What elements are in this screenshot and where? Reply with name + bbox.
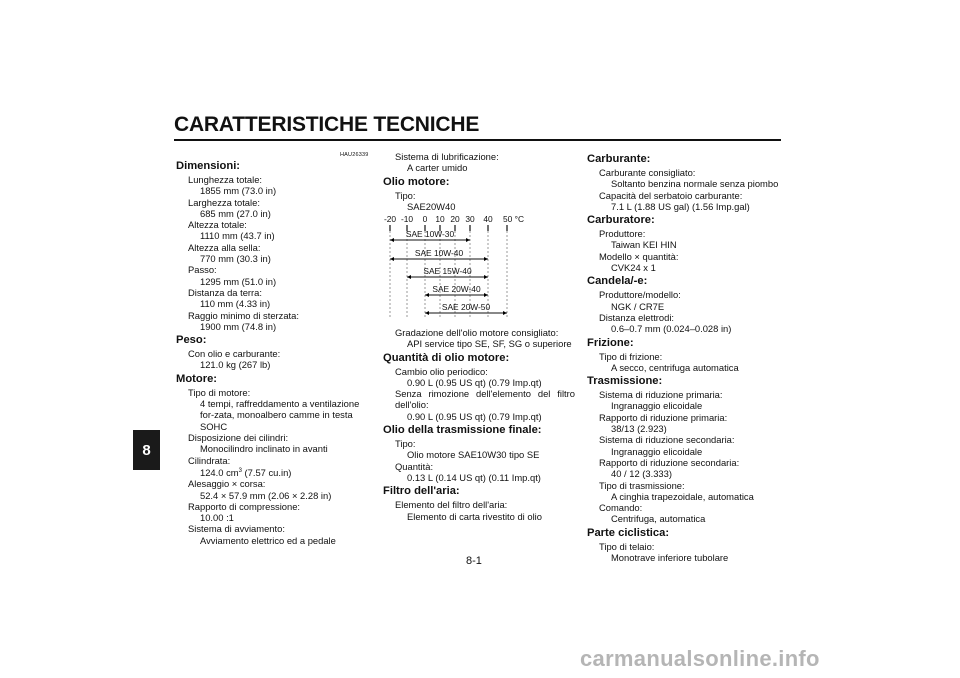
spec-value: 0.13 L (0.14 US qt) (0.11 Imp.qt) [407,471,541,483]
heading-filtro-aria: Filtro dell'aria: [383,485,460,498]
page-title: CARATTERISTICHE TECNICHE [174,113,480,136]
spec-label: Rapporto di riduzione primaria: [599,411,728,423]
series-label: SAE 10W-40 [414,248,464,258]
heading-carburante: Carburante: [587,153,651,165]
spec-value: 121.0 kg (267 lb) [200,359,271,371]
range-arrow-left [407,275,411,279]
heading-trasmissione: Trasmissione: [587,375,663,388]
spec-value: Taiwan KEI HIN [611,239,677,251]
spec-label: Alesaggio × corsa: [188,478,266,490]
range-arrow-left [390,238,394,242]
displacement-exponent: 3 [238,467,242,474]
title-rule [174,139,781,141]
spec-label: Tipo di frizione: [599,350,663,362]
spec-label: Disposizione dei cilindri: [188,431,289,443]
range-arrow-right [466,238,470,242]
spec-value: 1855 mm (73.0 in) [200,185,277,197]
series-label: SAE 10W-30 [405,229,455,239]
spec-value: 40 / 12 (3.333) [611,468,672,480]
spec-value: 0.90 L (0.95 US qt) (0.79 Imp.qt) [407,410,542,422]
spec-label: Altezza totale: [188,219,247,231]
spec-value: 0.90 L (0.95 US qt) (0.79 Imp.qt) [407,376,542,388]
spec-label: Distanza elettrodi: [599,311,675,323]
spec-value: 1110 mm (43.7 in) [200,230,275,242]
spec-label: Rapporto di riduzione secondaria: [599,456,740,468]
spec-label: Elemento del filtro dell'aria: [395,499,508,511]
spec-value: A cinghia trapezoidale, automatica [611,490,754,502]
spec-label: Altezza alla sella: [188,241,261,253]
range-arrow-right [484,275,488,279]
spec-label: Tipo di motore: [188,386,251,398]
tick-label: 0 [422,214,428,224]
spec-value: Monotrave inferiore tubolare [611,552,729,564]
spec-label: Modello × quantità: [599,250,679,262]
heading-peso: Peso: [176,334,207,347]
spec-value: API service tipo SE, SF, SG o superiore [407,338,572,350]
spec-value: Olio motore SAE10W30 tipo SE [407,449,540,461]
tick-label: 50 °C [503,214,525,224]
spec-label: Larghezza totale: [188,196,260,208]
heading-frizione: Frizione: [587,336,634,349]
spec-label: Cambio olio periodico: [395,365,488,377]
series-label: SAE 20W-50 [441,302,491,312]
spec-value: 52.4 × 57.9 mm (2.06 × 2.28 in) [200,489,332,501]
range-arrow-left [390,257,394,261]
spec-value: 10.00 :1 [200,512,234,524]
spec-label: Comando: [599,502,643,514]
heading-olio-motore: Olio motore: [383,175,450,188]
spec-label: Tipo: [395,438,416,450]
spec-value: 4 tempi, raffreddamento a ventilazione for-zata, monoalbero camme in testa SOHC [200,398,360,432]
spec-label: Tipo di trasmissione: [599,479,685,491]
spec-label: Tipo di telaio: [599,540,655,552]
spec-label: Carburante consigliato: [599,167,696,178]
page-number: 8-1 [466,555,482,567]
range-arrow-right [484,257,488,261]
range-arrow-right [503,311,507,315]
spec-label: Gradazione dell'olio motore consigliato: [395,327,559,338]
spec-value: 110 mm (4.33 in) [200,298,271,310]
spec-label: Con olio e carburante: [188,348,281,360]
spec-label: Distanza da terra: [188,286,262,298]
chapter-tab: 8 [133,430,160,470]
specs-column-2 [383,151,575,212]
spec-value: 7.1 L (1.88 US gal) (1.56 Imp.gal) [611,200,750,212]
section-code: HAU26339 [340,152,369,158]
heading-motore: Motore: [176,372,218,385]
oil-viscosity-chart [380,212,530,322]
spec-label: Rapporto di compressione: [188,500,301,512]
series-label: SAE 15W-40 [423,266,472,276]
tick-label: 20 [450,214,460,224]
specs-column-2-lower [383,327,575,522]
spec-label: Quantità: [395,460,434,472]
spec-value: Ingranaggio elicoidale [611,445,703,457]
spec-value: 770 mm (30.3 in) [200,253,271,265]
spec-label: Passo: [188,264,217,276]
spec-label: Produttore/modello: [599,289,681,301]
tick-label: 40 [483,214,493,224]
specs-column-3 [587,151,782,563]
spec-value: Ingranaggio elicoidale [611,400,703,412]
specs-column-1 [176,158,366,546]
spec-value: 685 mm (27.0 in) [200,207,271,219]
spec-label: Cilindrata: [188,454,231,466]
spec-label: Sistema di lubrificazione: [395,151,499,162]
tick-label: -10 [400,214,414,224]
spec-value: Monocilindro inclinato in avanti [200,443,328,455]
spec-value: NGK / CR7E [611,300,665,312]
spec-label: Produttore: [599,228,646,240]
spec-label: Lunghezza totale: [188,174,263,185]
spec-value: 1900 mm (74.8 in) [200,320,277,332]
heading-parte-ciclistica: Parte ciclistica: [587,526,670,539]
heading-carburatore: Carburatore: [587,214,655,227]
heading-quantita-olio: Quantità di olio motore: [383,351,510,364]
spec-value: Elemento di carta rivestito di olio [407,510,542,522]
watermark: carmanualsonline.info [580,646,820,671]
range-arrow-left [425,293,429,297]
displacement-imperial: (7.57 cu.in) [241,466,292,478]
tick-label: -20 [383,214,397,224]
spec-label: Tipo: [395,189,416,201]
spec-value: Centrifuga, automatica [611,513,706,525]
spec-value: 38/13 (2.923) [611,423,667,435]
range-arrow-left [425,311,429,315]
spec-label: Capacità del serbatoio carburante: [599,189,743,201]
spec-value [176,466,366,478]
series-label: SAE 20W-40 [432,284,481,294]
spec-label: Sistema di riduzione secondaria: [599,434,735,446]
spec-value: 0.6–0.7 mm (0.024–0.028 in) [611,323,732,335]
tick-label: 30 [465,214,475,224]
spec-value: Soltanto benzina normale senza piombo [611,178,779,190]
spec-value: Avviamento elettrico ed a pedale [200,534,336,546]
heading-dimensioni: Dimensioni: [176,160,241,172]
spec-value: SAE20W40 [407,200,456,212]
spec-value: A carter umido [407,162,468,174]
spec-label: Sistema di avviamento: [188,523,285,535]
spec-label: Senza rimozione dell'elemento del filtro dell'olio: [395,388,575,411]
displacement-value: 124.0 cm [200,466,239,478]
spec-value: 1295 mm (51.0 in) [200,275,277,287]
heading-candela: Candela/-e: [587,275,648,288]
range-arrow-right [484,293,488,297]
spec-value: A secco, centrifuga automatica [611,361,739,373]
spec-value: CVK24 x 1 [611,262,656,274]
heading-olio-trasmissione: Olio della trasmissione finale: [383,424,542,437]
spec-label: Sistema di riduzione primaria: [599,389,723,401]
spec-label: Raggio minimo di sterzata: [188,309,299,321]
tick-label: 10 [435,214,445,224]
